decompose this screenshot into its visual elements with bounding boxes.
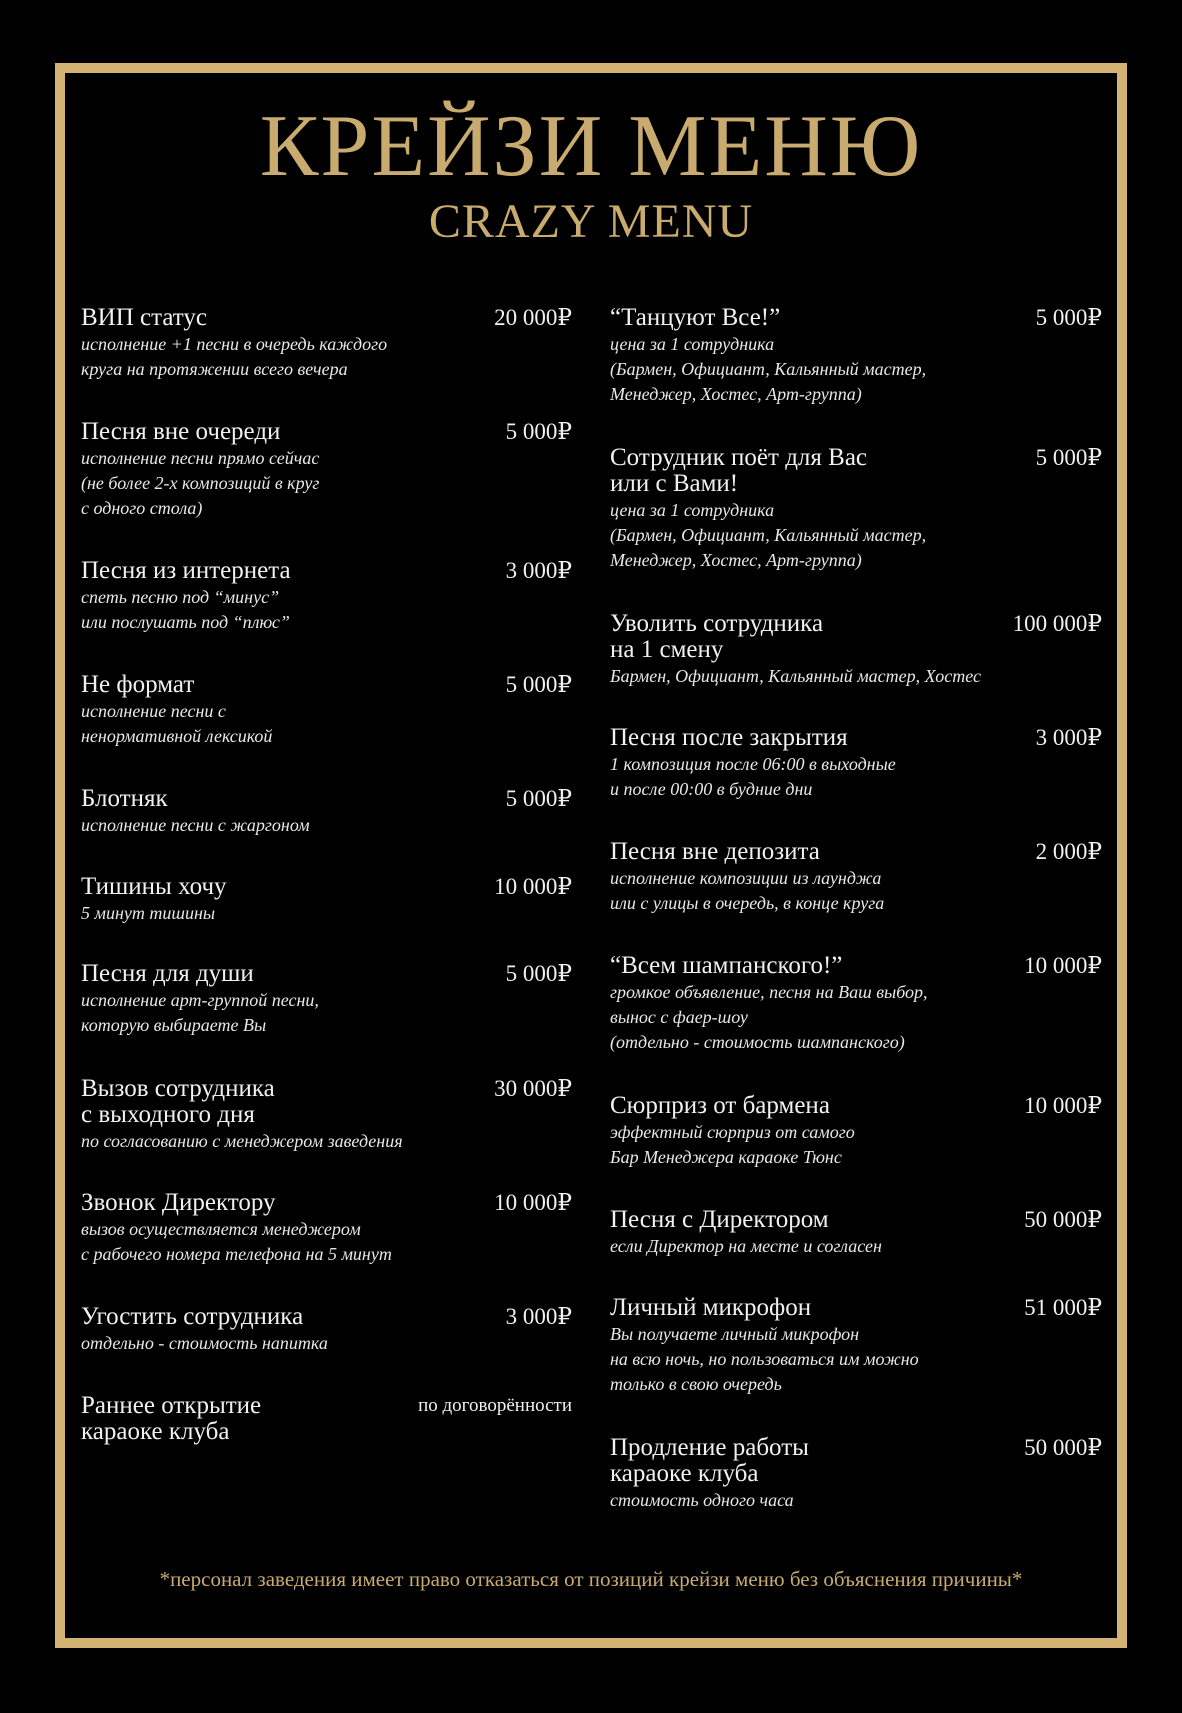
item-name: Песня из интернета (81, 557, 291, 584)
item-description: Вы получаете личный микрофон на всю ночь, но пользоваться им можно только в свою очередь (610, 1324, 919, 1394)
item-name: Уволить сотрудника на 1 смену (610, 610, 824, 663)
item-description: спеть песню под “минус” или послушать под “плюс” (81, 587, 290, 632)
menu-item-fire-staff (610, 611, 1102, 689)
menu-item-call-staff (81, 1076, 572, 1154)
item-price: 100 000₽ (1012, 611, 1102, 636)
item-name: Личный микрофон (610, 1294, 812, 1321)
item-description: цена за 1 сотрудника (Бармен, Официант, Кальянный мастер, Менеджер, Хостес, Арт-группа) (610, 500, 927, 570)
item-price: 10 000₽ (1024, 1093, 1102, 1118)
item-description: стоимость одного часа (610, 1490, 794, 1510)
item-price: 5 000₽ (505, 786, 572, 811)
menu-item-champagne (610, 953, 1102, 1055)
item-price: 30 000₽ (494, 1076, 572, 1101)
item-name: Угостить сотрудника (81, 1303, 304, 1330)
menu-item-treat-staff (81, 1304, 572, 1356)
item-description: исполнение песни с ненормативной лексикой (81, 701, 273, 746)
item-description: исполнение песни с жаргоном (81, 815, 310, 835)
menu-item-call-director (81, 1190, 572, 1267)
menu-subtitle: CRAZY MENU (428, 195, 754, 248)
item-name: Песня с Директором (610, 1206, 829, 1233)
item-price: 5 000₽ (505, 419, 572, 444)
item-description: 1 композиция после 06:00 в выходные и после 00:00 в будние дни (610, 754, 896, 799)
item-price: 2 000₽ (1035, 839, 1102, 864)
item-name: Раннее открытие караоке клуба (81, 1392, 262, 1445)
menu-item-outside-deposit (610, 839, 1102, 916)
item-description: вызов осуществляется менеджером с рабочего номера телефона на 5 минут (81, 1219, 392, 1264)
menu-item-not-format (81, 672, 572, 749)
item-description: эффектный сюрприз от самого Бар Менеджера караоке Тюнс (610, 1122, 855, 1167)
item-price: 3 000₽ (1035, 725, 1102, 750)
item-description: громкое объявление, песня на Ваш выбор, вынос с фаер-шоу (отдельно - стоимость шампанского) (610, 982, 928, 1052)
item-name: Песня вне очереди (81, 418, 281, 445)
item-name: “Всем шампанского!” (610, 952, 843, 979)
item-name: Песня после закрытия (610, 724, 848, 751)
item-description: отдельно - стоимость напитка (81, 1333, 328, 1353)
menu-item-bartender-surprise (610, 1093, 1102, 1170)
item-price: 5 000₽ (1035, 305, 1102, 330)
item-price: 10 000₽ (494, 1190, 572, 1215)
item-description: исполнение +1 песни в очередь каждого круга на протяжении всего вечера (81, 334, 388, 379)
item-price: 20 000₽ (494, 305, 572, 330)
menu-item-everyone-dances (610, 305, 1102, 407)
menu-item-personal-microphone (610, 1295, 1102, 1397)
menu-item-early-opening (81, 1393, 572, 1446)
menu-item-extend-hours (610, 1435, 1102, 1513)
item-description: исполнение композиции из лаунджа или с улицы в очередь, в конце круга (610, 868, 885, 913)
item-price: 5 000₽ (1035, 445, 1102, 470)
menu-item-internet-song (81, 558, 572, 635)
item-description: Бармен, Официант, Кальянный мастер, Хостес (610, 666, 982, 686)
item-name: Тишины хочу (81, 873, 227, 900)
item-price: по договорённости (418, 1395, 572, 1416)
menu-item-staff-sings (610, 445, 1102, 573)
item-price: 3 000₽ (505, 558, 572, 583)
item-price: 5 000₽ (505, 672, 572, 697)
item-name: Сюрприз от бармена (610, 1092, 830, 1119)
item-description: исполнение песни прямо сейчас (не более 2-х композиций в круг с одного стола) (81, 448, 320, 518)
item-price: 5 000₽ (505, 961, 572, 986)
item-price: 10 000₽ (1024, 953, 1102, 978)
footer-disclaimer: *персонал заведения имеет право отказаться от позиций крейзи меню без объяснения причины* (159, 1567, 1023, 1591)
item-description: если Директор на месте и согласен (610, 1236, 882, 1256)
item-price: 50 000₽ (1024, 1207, 1102, 1232)
menu-item-skip-queue (81, 419, 572, 521)
item-name: Песня вне депозита (610, 838, 820, 865)
item-name: Блотняк (81, 785, 168, 812)
item-price: 51 000₽ (1024, 1295, 1102, 1320)
item-price: 10 000₽ (494, 874, 572, 899)
menu-item-song-with-director (610, 1207, 1102, 1259)
item-name: Продление работы караоке клуба (610, 1434, 809, 1487)
item-description: исполнение арт-группой песни, которую выбираете Вы (81, 990, 319, 1035)
item-description: 5 минут тишины (81, 903, 216, 923)
item-name: Песня для души (81, 960, 254, 987)
item-price: 3 000₽ (505, 1304, 572, 1329)
menu-item-vip-status (81, 305, 572, 382)
item-name: Сотрудник поёт для Вас или с Вами! (610, 444, 868, 497)
item-name: “Танцуют Все!” (610, 304, 781, 331)
menu-item-soul-song (81, 961, 572, 1038)
menu-item-blotnyak (81, 786, 572, 838)
item-description: по согласованию с менеджером заведения (81, 1131, 403, 1151)
menu-title: КРЕЙЗИ МЕНЮ (259, 98, 923, 195)
item-price: 50 000₽ (1024, 1435, 1102, 1460)
item-name: ВИП статус (81, 304, 208, 331)
menu-item-silence (81, 874, 572, 926)
item-name: Не формат (81, 671, 195, 698)
item-name: Звонок Директору (81, 1189, 276, 1216)
item-description: цена за 1 сотрудника (Бармен, Официант, Кальянный мастер, Менеджер, Хостес, Арт-группа) (610, 334, 927, 404)
item-name: Вызов сотрудника с выходного дня (81, 1075, 275, 1128)
menu-item-after-closing (610, 725, 1102, 802)
